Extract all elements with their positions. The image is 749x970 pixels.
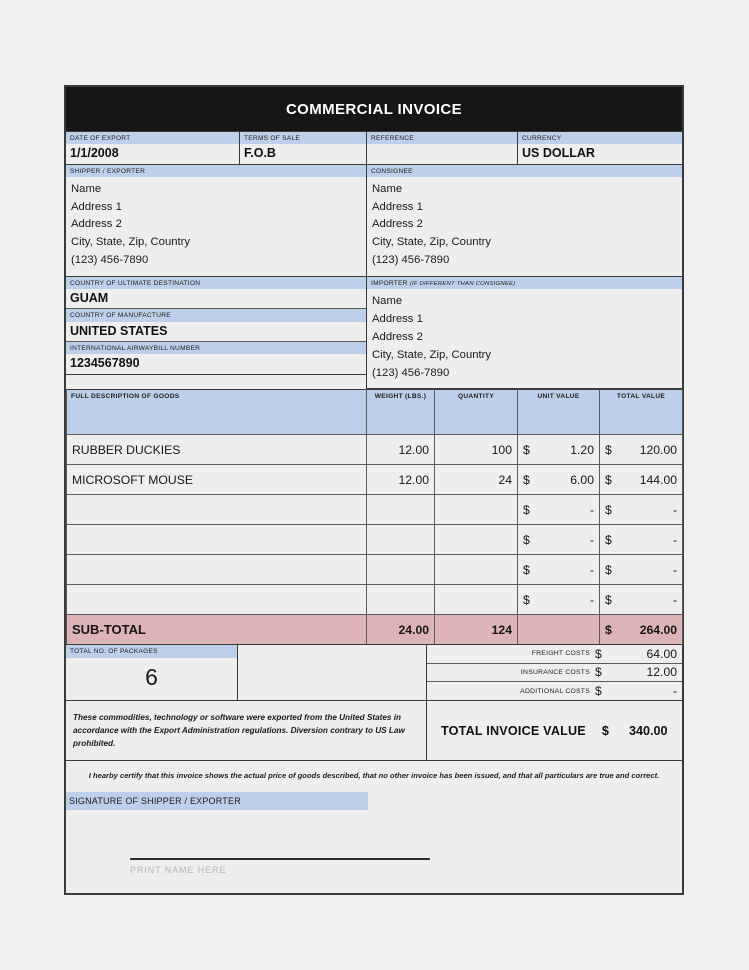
- cell-quantity[interactable]: 100: [435, 435, 518, 465]
- currency-symbol: $: [605, 532, 612, 547]
- shipper-line: Address 1: [71, 200, 122, 213]
- export-declaration-box: [66, 701, 427, 760]
- label-shipper-exporter: SHIPPER / EXPORTER: [66, 165, 366, 177]
- currency-symbol: $: [605, 502, 612, 517]
- certification-text: I hearby certify that this invoice shows the actual price of goods described, that no other invoice has been issued, and that all particulars are true and correct.: [66, 761, 682, 788]
- consignee-line: (123) 456-7890: [372, 254, 450, 267]
- line-items-table: [66, 389, 683, 645]
- cell-total-value[interactable]: [600, 555, 683, 585]
- column-header-weight: WEIGHT (LBS.): [367, 390, 435, 435]
- importer-line: Address 2: [372, 330, 423, 343]
- cell-total-amount: -: [672, 532, 677, 547]
- blank-spacer-cell: [238, 645, 427, 700]
- table-row[interactable]: [67, 555, 683, 585]
- cell-quantity[interactable]: 24: [435, 465, 518, 495]
- cell-description[interactable]: MICROSOFT MOUSE: [67, 465, 367, 495]
- shipper-line: Address 2: [71, 218, 122, 231]
- label-country-manufacture: COUNTRY OF MANUFACTURE: [66, 309, 366, 321]
- shipper-line: Name: [71, 182, 102, 195]
- currency-symbol: $: [605, 622, 612, 637]
- column-header-quantity: QUANTITY: [435, 390, 518, 435]
- cell-quantity[interactable]: [435, 495, 518, 525]
- country-importer-row: [66, 277, 682, 389]
- cell-weight[interactable]: 12.00: [367, 435, 435, 465]
- label-insurance-costs: INSURANCE COSTS: [520, 668, 590, 676]
- packages-costs-strip: [66, 645, 682, 701]
- cell-description[interactable]: [67, 495, 367, 525]
- cell-unit-amount: -: [589, 592, 594, 607]
- value-country-manufacture[interactable]: UNITED STATES: [66, 322, 366, 342]
- shipper-line: (123) 456-7890: [71, 254, 149, 267]
- cell-unit-value[interactable]: [518, 465, 600, 495]
- subtotal-weight: 24.00: [367, 615, 435, 645]
- total-packages-box[interactable]: [66, 645, 238, 700]
- cell-total-value[interactable]: [600, 585, 683, 615]
- column-header-unit-value: UNIT VALUE: [518, 390, 600, 435]
- value-currency[interactable]: US DOLLAR: [517, 144, 682, 164]
- label-importer-note: (IF DIFFERENT THAN CONSIGNEE): [409, 280, 516, 287]
- currency-symbol: $: [595, 684, 602, 699]
- label-total-invoice-value: TOTAL INVOICE VALUE: [441, 723, 586, 738]
- importer-line: Address 1: [372, 313, 423, 326]
- cell-unit-amount: -: [589, 532, 594, 547]
- export-declaration-text: These commodities, technology or software were exported from the United States in accordance with the Export Administration regulations. Diversion contrary to US Law prohibited.: [73, 713, 405, 749]
- cost-row-insurance[interactable]: [427, 664, 682, 682]
- label-country-destination: COUNTRY OF ULTIMATE DESTINATION: [66, 277, 366, 289]
- label-importer: [367, 277, 682, 289]
- cell-description[interactable]: RUBBER DUCKIES: [67, 435, 367, 465]
- cell-description[interactable]: [67, 555, 367, 585]
- label-currency: CURRENCY: [517, 131, 682, 144]
- importer-line: City, State, Zip, Country: [372, 348, 492, 361]
- currency-symbol: $: [601, 723, 609, 738]
- value-terms-of-sale[interactable]: F.O.B: [239, 144, 366, 164]
- cell-description[interactable]: [67, 525, 367, 555]
- table-row[interactable]: [67, 465, 683, 495]
- cell-description[interactable]: [67, 585, 367, 615]
- cell-total-value[interactable]: [600, 525, 683, 555]
- consignee-address-block[interactable]: [366, 177, 682, 277]
- signature-area[interactable]: [66, 810, 682, 893]
- shipper-line: City, State, Zip, Country: [71, 236, 191, 249]
- value-airwaybill-number[interactable]: 1234567890: [66, 354, 366, 374]
- cell-total-value[interactable]: [600, 465, 683, 495]
- value-country-destination[interactable]: GUAM: [66, 289, 366, 309]
- cell-weight[interactable]: 12.00: [367, 465, 435, 495]
- consignee-line: Name: [372, 182, 403, 195]
- label-total-packages: TOTAL NO. OF PACKAGES: [66, 645, 237, 657]
- items-body: [67, 435, 683, 645]
- cell-weight[interactable]: [367, 495, 435, 525]
- label-terms-of-sale: TERMS OF SALE: [239, 131, 366, 144]
- table-row[interactable]: [67, 585, 683, 615]
- table-row[interactable]: [67, 525, 683, 555]
- cell-total-value[interactable]: [600, 495, 683, 525]
- currency-symbol: $: [523, 472, 530, 487]
- currency-symbol: $: [605, 442, 612, 457]
- currency-symbol: $: [595, 646, 602, 661]
- cell-weight[interactable]: [367, 585, 435, 615]
- subtotal-unit-value: [518, 615, 600, 645]
- cell-unit-value[interactable]: [518, 495, 600, 525]
- currency-symbol: $: [523, 442, 530, 457]
- cell-total-amount: -: [672, 562, 677, 577]
- cell-total-amount: -: [672, 502, 677, 517]
- label-importer-text: IMPORTER: [371, 279, 408, 287]
- cell-total-amount: -: [672, 592, 677, 607]
- party-address-row: [66, 177, 682, 277]
- importer-address-block[interactable]: [367, 289, 682, 389]
- subtotal-total-value: [600, 615, 683, 645]
- signature-line: [130, 858, 430, 860]
- consignee-line: City, State, Zip, Country: [372, 236, 492, 249]
- signature-label-wrap: [66, 788, 682, 810]
- header-label-row: [66, 131, 682, 144]
- value-additional-costs[interactable]: -: [672, 684, 677, 699]
- costs-column: [427, 645, 682, 700]
- label-airwaybill-number: INTERNATIONAL AIRWAYBILL NUMBER: [66, 342, 366, 354]
- cost-row-freight[interactable]: [427, 645, 682, 663]
- column-header-total-value: TOTAL VALUE: [600, 390, 683, 435]
- label-reference: REFERENCE: [366, 131, 517, 144]
- importer-line: Name: [372, 295, 403, 308]
- document-title: COMMERCIAL INVOICE: [66, 87, 682, 131]
- value-total-invoice-value: 340.00: [628, 723, 668, 738]
- items-header-row: [67, 390, 683, 435]
- table-row[interactable]: [67, 435, 683, 465]
- currency-symbol: $: [523, 592, 530, 607]
- cost-row-additional[interactable]: [427, 682, 682, 700]
- cell-unit-amount: -: [589, 562, 594, 577]
- cell-weight[interactable]: [367, 555, 435, 585]
- cell-quantity[interactable]: [435, 555, 518, 585]
- cell-unit-value[interactable]: [518, 555, 600, 585]
- shipper-address-block[interactable]: [66, 177, 366, 277]
- cell-unit-amount: 6.00: [570, 472, 594, 487]
- cell-unit-value[interactable]: [518, 525, 600, 555]
- subtotal-label: SUB-TOTAL: [67, 615, 367, 645]
- currency-symbol: $: [595, 665, 602, 680]
- table-row[interactable]: [67, 495, 683, 525]
- currency-symbol: $: [605, 592, 612, 607]
- importer-line: (123) 456-7890: [372, 366, 450, 379]
- label-consignee: CONSIGNEE: [366, 165, 682, 177]
- label-date-of-export: DATE OF EXPORT: [66, 131, 239, 144]
- currency-symbol: $: [605, 472, 612, 487]
- importer-column: [366, 277, 682, 389]
- currency-symbol: $: [523, 502, 530, 517]
- cell-weight[interactable]: [367, 525, 435, 555]
- header-value-row: [66, 144, 682, 164]
- label-additional-costs: ADDITIONAL COSTS: [520, 687, 590, 695]
- cell-unit-value[interactable]: [518, 435, 600, 465]
- label-freight-costs: FREIGHT COSTS: [531, 650, 590, 658]
- value-reference[interactable]: [366, 144, 517, 164]
- cell-unit-amount: -: [589, 502, 594, 517]
- currency-symbol: $: [523, 562, 530, 577]
- cell-total-amount: 120.00: [639, 442, 677, 457]
- value-date-of-export[interactable]: 1/1/2008: [66, 144, 239, 164]
- cell-total-amount: 144.00: [639, 472, 677, 487]
- value-freight-costs[interactable]: 64.00: [646, 646, 677, 661]
- cell-total-value[interactable]: [600, 435, 683, 465]
- cell-unit-value[interactable]: [518, 585, 600, 615]
- print-name-placeholder: PRINT NAME HERE: [130, 865, 227, 876]
- cell-quantity[interactable]: [435, 525, 518, 555]
- subtotal-total-amount: 264.00: [639, 622, 677, 637]
- currency-symbol: $: [523, 532, 530, 547]
- cell-unit-amount: 1.20: [570, 442, 594, 457]
- total-invoice-value-box: [427, 701, 682, 760]
- invoice-document: [64, 85, 684, 895]
- consignee-line: Address 2: [372, 218, 423, 231]
- column-header-description: FULL DESCRIPTION OF GOODS: [67, 390, 367, 435]
- currency-symbol: $: [605, 562, 612, 577]
- consignee-line: Address 1: [372, 200, 423, 213]
- country-fields-column: [66, 277, 366, 389]
- label-signature-shipper: SIGNATURE OF SHIPPER / EXPORTER: [66, 792, 368, 810]
- declaration-total-strip: [66, 701, 682, 761]
- value-insurance-costs[interactable]: 12.00: [646, 665, 677, 680]
- party-label-row: [66, 165, 682, 177]
- value-total-packages[interactable]: 6: [66, 658, 237, 696]
- subtotal-quantity: 124: [435, 615, 518, 645]
- subtotal-row: [67, 615, 683, 645]
- cell-quantity[interactable]: [435, 585, 518, 615]
